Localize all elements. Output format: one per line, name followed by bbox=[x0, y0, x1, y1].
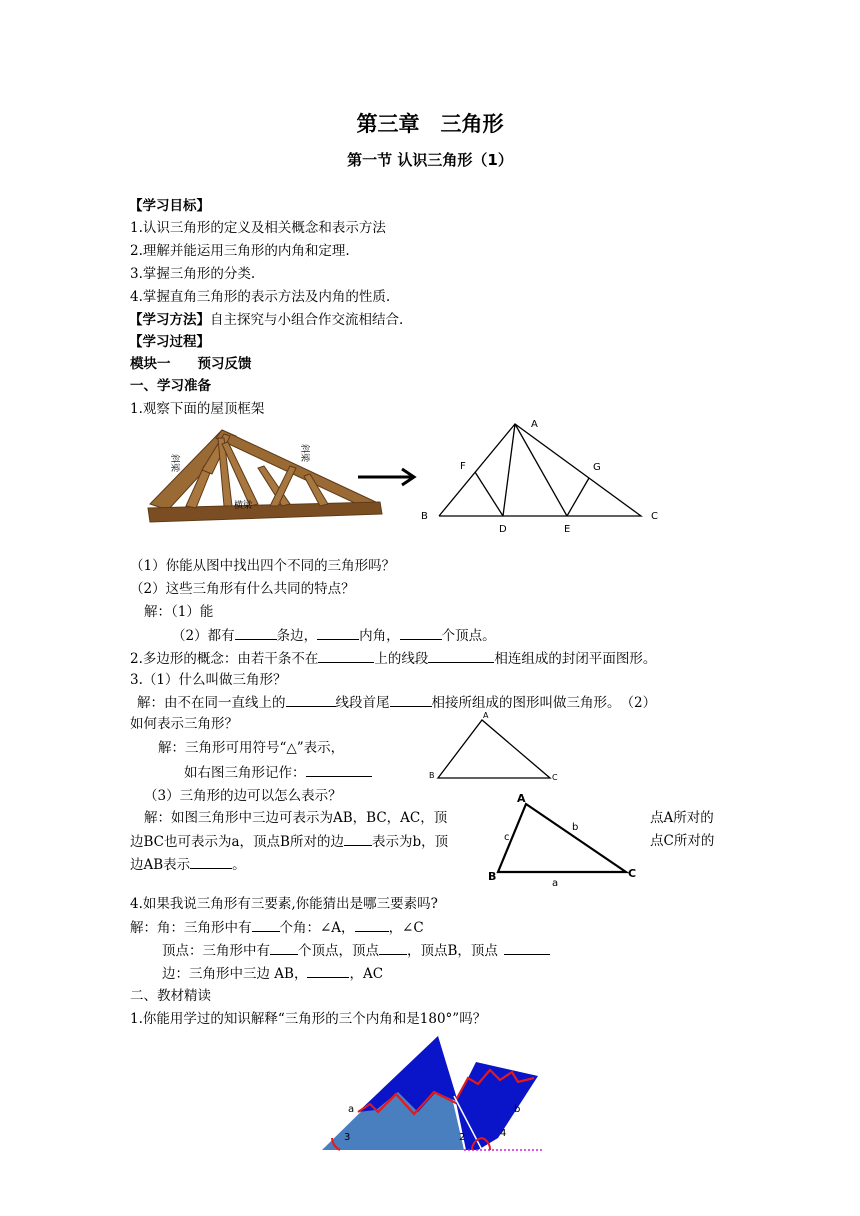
method-line bbox=[129, 310, 403, 330]
blank[interactable] bbox=[270, 940, 298, 955]
blank[interactable] bbox=[235, 625, 277, 640]
q3-line7b: 点A所对的 bbox=[650, 810, 714, 826]
module-heading: 模块一 预习反馈 bbox=[130, 356, 252, 372]
fig2-label-b: B bbox=[488, 870, 497, 883]
fig2-label-a: A bbox=[517, 792, 526, 805]
blank[interactable] bbox=[390, 692, 432, 707]
fig3-angle-4: 4 bbox=[500, 1128, 507, 1139]
blank[interactable] bbox=[504, 940, 550, 955]
q4-angle: 解：角：三角形中有 个角：∠A， ，∠C bbox=[130, 917, 424, 938]
point-label-b: B bbox=[421, 511, 428, 522]
blank[interactable] bbox=[379, 940, 407, 955]
q3-line4: 解：三角形可用符号“△”表示， bbox=[158, 740, 345, 756]
fig2-side-c: c bbox=[504, 832, 510, 843]
q2-line: 2.多边形的概念：由若干条不在 上的线段 相连组成的封闭平面图形。 bbox=[130, 648, 656, 669]
point-label-a: A bbox=[531, 419, 538, 430]
goal-item: 4.掌握直角三角形的表示方法及内角的性质. bbox=[130, 289, 391, 305]
fig3-angle-3: 3 bbox=[344, 1132, 351, 1143]
method-text: 自主探究与小组合作交流相结合. bbox=[210, 312, 404, 328]
fig2-side-a: a bbox=[552, 878, 559, 888]
q3-line8c: 点C所对的 bbox=[650, 833, 715, 849]
blank[interactable] bbox=[318, 648, 374, 663]
q3-line8: 边BC也可表示为a，顶点B所对的边 表示为b，顶 bbox=[130, 831, 448, 852]
q3-line7a: 解：如图三角形中三边可表示为AB，BC，AC，顶 bbox=[144, 810, 448, 826]
fig1-label-b: B bbox=[429, 771, 435, 780]
blank[interactable] bbox=[190, 854, 232, 869]
blank[interactable] bbox=[400, 625, 442, 640]
q4-question: 4.如果我说三角形有三要素,你能猜出是哪三要素吗? bbox=[130, 896, 438, 912]
goal-item: 3.掌握三角形的分类. bbox=[130, 266, 256, 282]
blank[interactable] bbox=[307, 963, 349, 978]
q4-side: 边：三角形中三边 AB， ，AC bbox=[162, 963, 383, 984]
blank[interactable] bbox=[317, 625, 359, 640]
q1-ans2: （2）都有 条边， 内角， 个顶点。 bbox=[172, 625, 496, 646]
blank[interactable] bbox=[428, 648, 494, 663]
fig2-label-c: C bbox=[628, 867, 637, 880]
point-label-c: C bbox=[651, 511, 658, 522]
fig1-label-c: C bbox=[552, 773, 558, 782]
q3-line2: 解：由不在同一直线上的 线段首尾 相接所组成的图形叫做三角形。 （2） bbox=[137, 692, 656, 713]
fig3-side-b: b bbox=[514, 1104, 521, 1115]
truss-label-bottom: 横梁 bbox=[234, 501, 253, 511]
goal-item: 2.理解并能运用三角形的内角和定理. bbox=[130, 243, 350, 259]
method-heading: 【学习方法】 bbox=[129, 312, 210, 328]
q3-line9: 边AB表示 。 bbox=[130, 854, 246, 875]
process-heading: 【学习过程】 bbox=[129, 334, 210, 350]
section1-heading: 一、学习准备 bbox=[130, 378, 211, 394]
blank[interactable] bbox=[252, 917, 280, 932]
q1-sub2: （2）这些三角形有什么共同的特点？ bbox=[130, 581, 355, 597]
angle-sum-figure bbox=[318, 1032, 546, 1154]
point-label-d: D bbox=[499, 524, 507, 535]
fig2-side-b: b bbox=[572, 822, 579, 833]
q4-vertex: 顶点：三角形中有 个顶点，顶点 ，顶点B，顶点 bbox=[162, 940, 550, 961]
point-label-f: F bbox=[460, 461, 466, 472]
blank[interactable] bbox=[286, 692, 336, 707]
fig3-side-a: a bbox=[348, 1104, 355, 1115]
point-label-g: G bbox=[593, 462, 601, 473]
fig3-angle-2: 2 bbox=[459, 1132, 466, 1143]
section-title: 第一节 认识三角形（1） bbox=[347, 151, 513, 169]
blank[interactable] bbox=[344, 831, 372, 846]
truss-label-left: 斜梁 bbox=[169, 454, 179, 473]
chapter-title: 第三章 三角形 bbox=[356, 112, 504, 136]
triangle-sides-figure bbox=[484, 788, 644, 888]
fig1-label-a: A bbox=[483, 711, 489, 720]
q3-line5: 如右图三角形记作： bbox=[184, 762, 372, 783]
point-label-e: E bbox=[564, 524, 571, 535]
q3-line1: 3.（1）什么叫做三角形？ bbox=[130, 672, 287, 688]
q1-text: 1.观察下面的屋顶框架 bbox=[130, 401, 265, 417]
triangle-abc-figure bbox=[426, 708, 566, 784]
goal-item: 1.认识三角形的定义及相关概念和表示方法 bbox=[130, 220, 386, 236]
q5-text: 1.你能用学过的知识解释“三角形的三个内角和是180°”吗？ bbox=[130, 1011, 487, 1027]
q1-sub1: （1）你能从图中找出四个不同的三角形吗？ bbox=[130, 558, 396, 574]
blank[interactable] bbox=[306, 762, 372, 777]
right-arrow-icon bbox=[356, 466, 420, 488]
truss-diagram bbox=[415, 412, 665, 536]
blank[interactable] bbox=[355, 917, 389, 932]
q3-line6: （3）三角形的边可以怎么表示？ bbox=[144, 788, 342, 804]
section2-heading: 二、教材精读 bbox=[130, 988, 211, 1004]
roof-truss-image bbox=[146, 426, 384, 524]
q1-ans1: 解：（1）能 bbox=[144, 604, 214, 620]
q3-line3: 如何表示三角形？ bbox=[130, 716, 238, 732]
goals-heading: 【学习目标】 bbox=[129, 198, 210, 214]
truss-label-right: 斜梁 bbox=[299, 444, 309, 463]
